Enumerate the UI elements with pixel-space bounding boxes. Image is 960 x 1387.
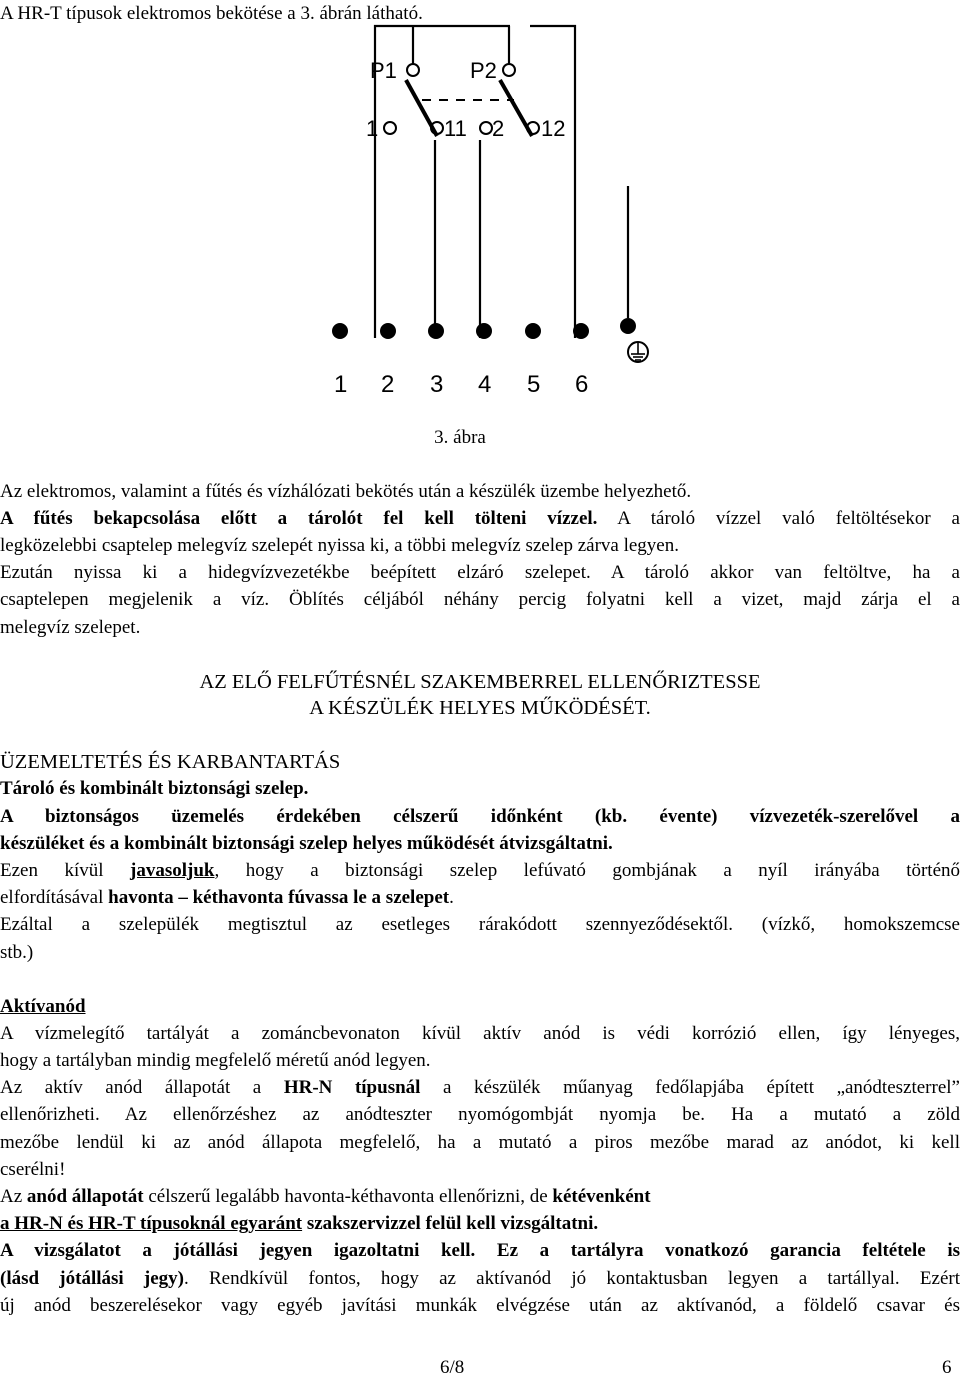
figure-caption: 3. ábra xyxy=(434,427,486,448)
maintenance-line5: Ezáltal a szelepülék megtisztul az esetleges rárakódott szennyeződésektől. (vízkő, homokszemcse xyxy=(0,914,960,935)
anode-line2: hogy a tartályban mindig megfelelő méretű anód legyen. xyxy=(0,1050,431,1071)
maintenance-bold-line1: A biztonságos üzemelés érdekében célszerű időnként (kb. évente) vízvezeték-szerelővel a xyxy=(0,806,960,827)
warning-line1: AZ ELŐ FELFŰTÉSNÉL SZAKEMBERREL ELLENŐRIZTESSE xyxy=(199,671,761,693)
anode-heading: Aktívanód xyxy=(0,996,86,1017)
switch-blade-1 xyxy=(406,80,437,136)
maintenance-subheading: Tároló és kombinált biztonsági szelep. xyxy=(0,778,309,799)
terminal-ground xyxy=(620,318,636,334)
contact-p2 xyxy=(503,64,515,76)
anode-line5: mezőbe lendül ki az anód állapota megfelelő, ha a mutató a piros mezőbe marad az anódot, ki kell xyxy=(0,1132,960,1153)
para1-line6: melegvíz szelepet. xyxy=(0,617,141,638)
anode-line4: ellenőrizheti. Az ellenőrzéshez az anódteszter nyomógombját nyomja be. Ha a mutató a zöld xyxy=(0,1104,960,1125)
anode-line11: új anód beszerelésekor vagy egyéb javítási munkák elvégzése után az aktívanód, a földelő csavar és xyxy=(0,1295,960,1316)
wiring-diagram xyxy=(300,18,670,408)
terminal-number-4: 4 xyxy=(478,371,492,398)
label-p2: P2 xyxy=(470,58,497,83)
anode-line1: A vízmelegítő tartályát a zománcbevonaton kívül aktív anód is védi korrózió ellen, így lényeges, xyxy=(0,1023,960,1044)
maintenance-line6: stb.) xyxy=(0,942,34,963)
contact-p1 xyxy=(407,64,419,76)
terminal-6 xyxy=(573,323,589,339)
anode-line7: Az anód állapotát célszerű legalább havonta-kéthavonta ellenőrizni, de kétévenként xyxy=(0,1186,651,1207)
terminal-2 xyxy=(380,323,396,339)
terminal-3 xyxy=(428,323,444,339)
maintenance-line4: elfordításával havonta – kéthavonta fúvassa le a szelepet. xyxy=(0,887,454,908)
anode-line3: Az aktív anód állapotát a HR-N típusnál a készülék műanyag fedőlapjába épített „anódteszterrel” xyxy=(0,1077,960,1098)
terminal-5 xyxy=(525,323,541,339)
anode-line6: cserélni! xyxy=(0,1159,66,1180)
maintenance-bold-line2: készüléket és a kombinált biztonsági szelep helyes működését átvizsgáltatni. xyxy=(0,833,613,854)
label-contact-12: 12 xyxy=(541,116,566,141)
para1-line1: Az elektromos, valamint a fűtés és vízhálózati bekötés után a készülék üzembe helyezhető. xyxy=(0,481,692,502)
terminal-4 xyxy=(476,323,492,339)
warning-line2: A KÉSZÜLÉK HELYES MŰKÖDÉSÉT. xyxy=(309,697,651,719)
anode-line8: a HR-N és HR-T típusoknál egyaránt szakszervizzel felül kell vizsgáltatni. xyxy=(0,1213,599,1234)
label-contact-11: 11 xyxy=(444,116,467,141)
para1-line5: csaptelepen megjelenik a víz. Öblítés céljából néhány percig folyatni kell a vizet, majd zárja el a xyxy=(0,589,960,610)
label-p1: P1 xyxy=(370,58,397,83)
label-contact-2: 2 xyxy=(492,116,505,141)
label-contact-1: 1 xyxy=(366,116,379,141)
terminal-1 xyxy=(332,323,348,339)
page-number-right: 6 xyxy=(942,1357,952,1378)
intro-text: A HR-T típusok elektromos bekötése a 3. ábrán látható. xyxy=(0,3,423,24)
maintenance-line3: Ezen kívül javasoljuk, hogy a biztonsági szelep lefúvató gombjának a nyíl irányába történő xyxy=(0,860,960,881)
contact-1 xyxy=(384,122,396,134)
terminal-number-5: 5 xyxy=(527,371,541,398)
maintenance-heading: ÜZEMELTETÉS ÉS KARBANTARTÁS xyxy=(0,751,341,773)
contact-2 xyxy=(480,122,492,134)
anode-line9: A vizsgálatot a jótállási jegyen igazoltatni kell. Ez a tartályra vonatkozó garancia feltétele is xyxy=(0,1240,960,1261)
terminal-number-6: 6 xyxy=(575,371,589,398)
para1-line3: legközelebbi csaptelep melegvíz szelepét nyissa ki, a többi melegvíz szelep zárva legyen. xyxy=(0,535,679,556)
terminal-number-3: 3 xyxy=(430,371,444,398)
switch-blade-2 xyxy=(500,80,532,136)
terminal-number-1: 1 xyxy=(334,371,348,398)
anode-line10: (lásd jótállási jegy). Rendkívül fontos, hogy az aktívanód jó kontaktusban legyen a tartállyal. Ezért xyxy=(0,1268,960,1289)
fill-warning-bold: A fűtés bekapcsolása előtt a tárolót fel kell tölteni vízzel. xyxy=(0,508,598,529)
terminal-number-2: 2 xyxy=(381,371,395,398)
wire-right-frame xyxy=(530,26,575,338)
para1-line2: A fűtés bekapcsolása előtt a tárolót fel kell tölteni vízzel. A tároló vízzel való feltöltésekor a xyxy=(0,508,960,529)
page-number-center: 6/8 xyxy=(440,1357,465,1378)
para1-line4: Ezután nyissa ki a hidegvízvezetékbe beépített elzáró szelepet. A tároló akkor van feltöltve, ha a xyxy=(0,562,960,583)
